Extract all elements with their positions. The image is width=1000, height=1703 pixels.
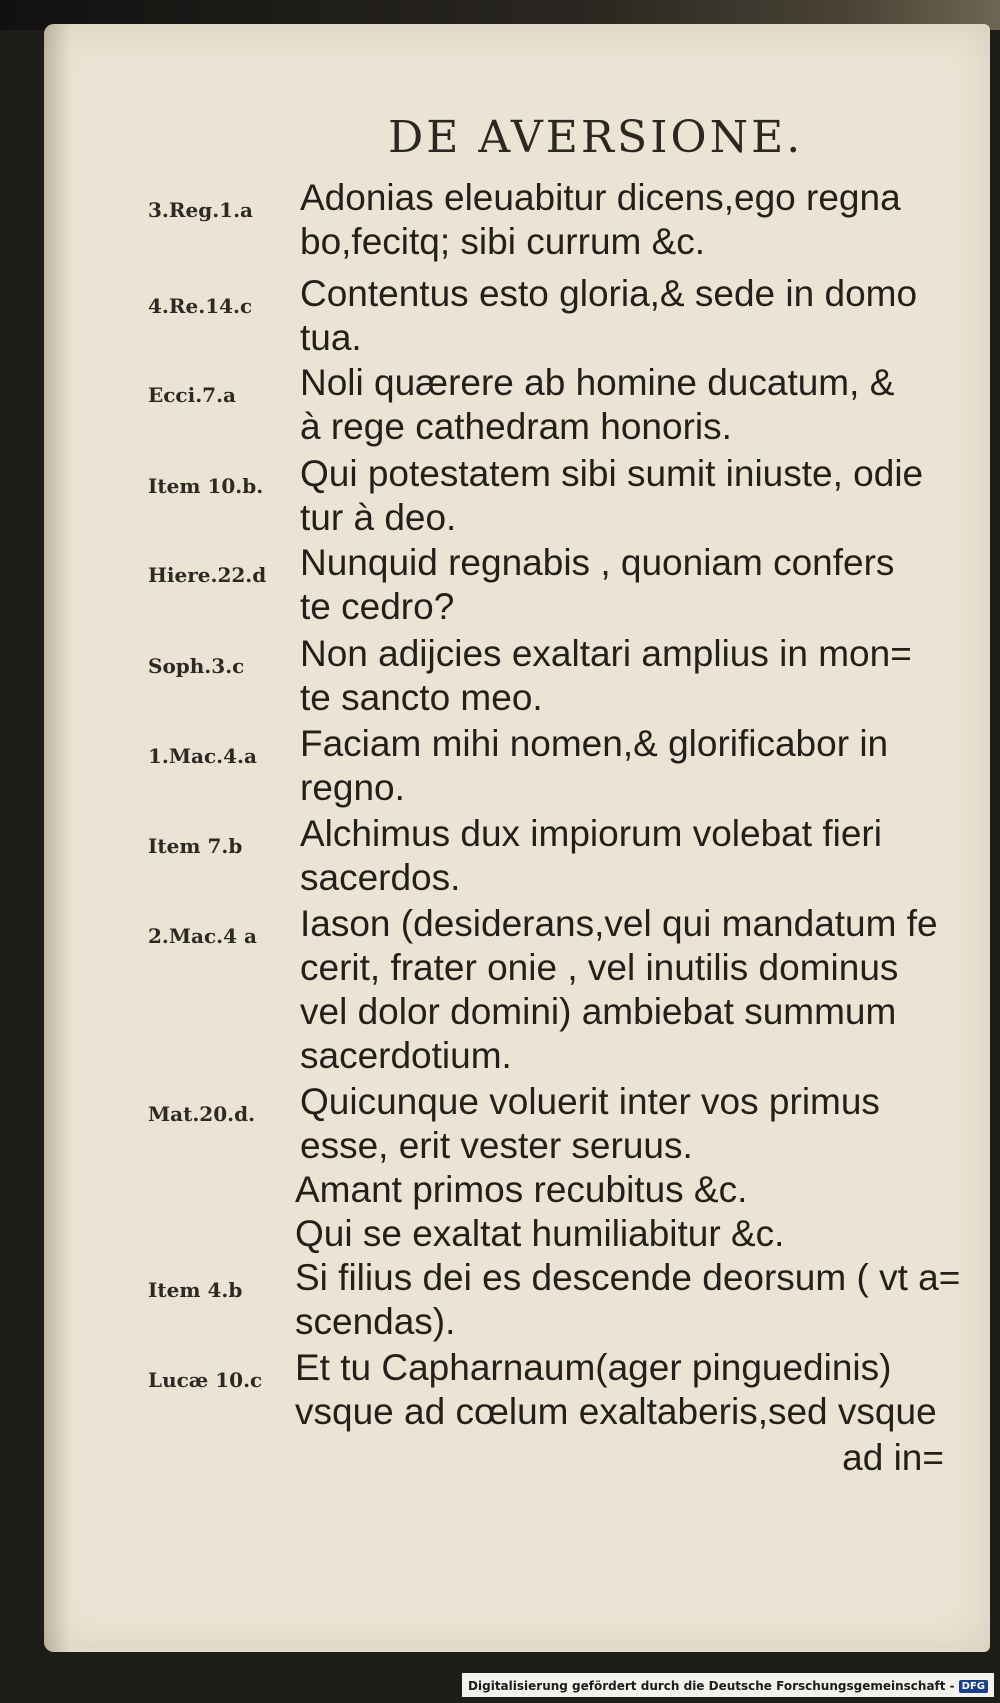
margin-reference: Item 7.b — [148, 834, 243, 858]
margin-reference: 2.Mac.4 a — [148, 924, 257, 948]
text-line: te sancto meo. — [300, 677, 543, 718]
text-line: Qui potestatem sibi sumit iniuste, odie — [300, 453, 924, 494]
text-line: vsque ad cœlum exaltaberis,sed vsque — [295, 1391, 937, 1432]
dfg-logo-icon: DFG — [959, 1680, 988, 1693]
text-line: sacerdos. — [300, 857, 461, 898]
margin-reference: Lucæ 10.c — [148, 1368, 263, 1392]
page-gutter-shadow — [44, 24, 70, 1652]
text-line: scendas). — [295, 1301, 456, 1342]
text-line: esse, erit vester seruus. — [300, 1125, 693, 1166]
text-line: tua. — [300, 317, 362, 358]
text-line: Qui se exaltat humiliabitur &c. — [295, 1213, 785, 1254]
margin-reference: Item 4.b — [148, 1278, 243, 1302]
margin-reference: 4.Re.14.c — [148, 294, 253, 318]
text-line: Faciam mihi nomen,& glorificabor in — [300, 723, 889, 764]
text-line: à rege cathedram honoris. — [300, 406, 732, 447]
text-line: regno. — [300, 767, 405, 808]
text-line: sacerdotium. — [300, 1035, 512, 1076]
text-line: Iason (desiderans,vel qui mandatum fe — [300, 903, 938, 944]
text-line: Nunquid regnabis , quoniam confers — [300, 542, 895, 583]
text-line: Contentus esto gloria,& sede in domo — [300, 273, 918, 314]
text-line: Noli quærere ab homine ducatum, & — [300, 362, 895, 403]
text-line: tur à deo. — [300, 497, 457, 538]
text-line: bo,fecitq; sibi currum &c. — [300, 221, 706, 262]
text-line: Quicunque voluerit inter vos primus — [300, 1081, 880, 1122]
text-line: Alchimus dux impiorum volebat fieri — [300, 813, 882, 854]
margin-reference: 3.Reg.1.a — [148, 198, 254, 222]
margin-reference: Mat.20.d. — [148, 1102, 256, 1126]
text-line: Si filius dei es descende deorsum ( vt a= — [295, 1257, 961, 1298]
margin-reference: Ecci.7.a — [148, 383, 236, 407]
text-line: Non adijcies exaltari amplius in mon= — [300, 633, 912, 674]
text-line: vel dolor domini) ambiebat summum — [300, 991, 897, 1032]
margin-reference: Soph.3.c — [148, 654, 245, 678]
margin-reference: Hiere.22.d — [148, 563, 267, 587]
text-line: Adonias eleuabitur dicens,ego regna — [300, 177, 901, 218]
margin-reference: 1.Mac.4.a — [148, 744, 257, 768]
text-line: cerit, frater onie , vel inutilis dominus — [300, 947, 899, 988]
credit-text: Digitalisierung gefördert durch die Deutsche Forschungsgemeinschaft - — [468, 1679, 955, 1693]
text-line: Amant primos recubitus &c. — [295, 1169, 748, 1210]
text-line: Et tu Capharnaum(ager pinguedinis) — [295, 1347, 892, 1388]
catchword: ad in= — [842, 1437, 944, 1478]
digitization-credit — [462, 1673, 994, 1697]
text-line: te cedro? — [300, 586, 455, 627]
margin-reference: Item 10.b. — [148, 474, 264, 498]
page-heading: DE AVERSIONE. — [388, 112, 804, 163]
